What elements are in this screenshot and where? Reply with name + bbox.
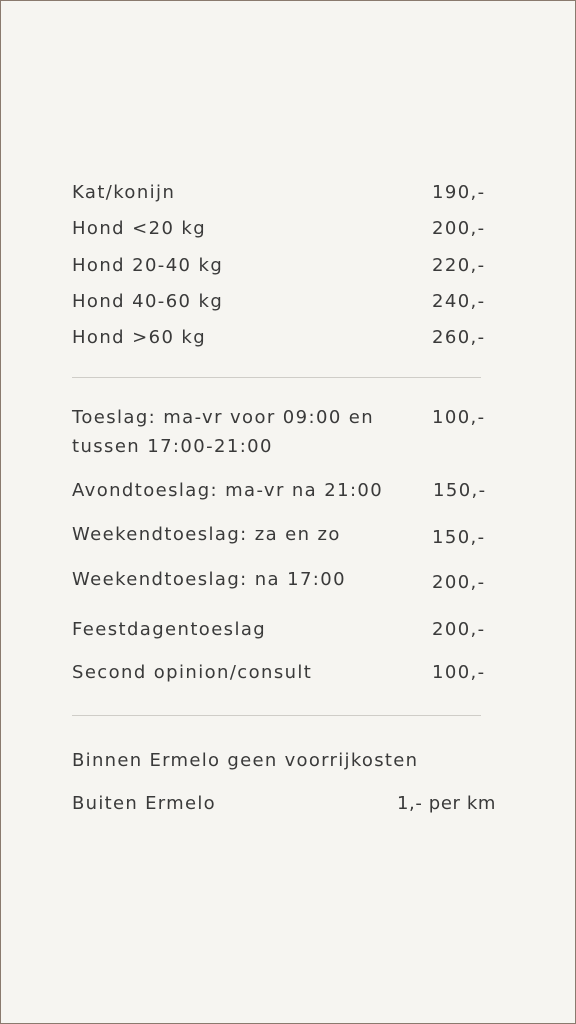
surcharge-row-value: 100,- bbox=[432, 407, 486, 428]
section-divider bbox=[72, 715, 481, 716]
price-row-label: Hond <20 kg bbox=[72, 218, 207, 239]
price-row-label: Hond 20-40 kg bbox=[72, 255, 224, 276]
surcharge-row-value: 200,- bbox=[432, 619, 486, 640]
surcharge-row-value: 150,- bbox=[433, 480, 487, 501]
price-row-label: Hond >60 kg bbox=[72, 327, 207, 348]
travel-outside-ermelo-price: 1,- per km bbox=[397, 793, 496, 814]
surcharge-row-toeslag bbox=[72, 403, 492, 463]
price-row-value: 240,- bbox=[432, 291, 486, 312]
price-row-value: 260,- bbox=[432, 327, 486, 348]
surcharge-row-value: 150,- bbox=[432, 527, 486, 548]
surcharge-row-label: Weekendtoeslag: na 17:00 bbox=[72, 569, 346, 590]
section-divider bbox=[72, 377, 481, 378]
surcharge-row-label: Avondtoeslag: ma-vr na 21:00 bbox=[72, 480, 384, 501]
price-row-value: 220,- bbox=[432, 255, 486, 276]
price-row-label: Kat/konijn bbox=[72, 182, 176, 203]
travel-outside-ermelo-label: Buiten Ermelo bbox=[72, 793, 216, 814]
surcharge-row-label: Weekendtoeslag: za en zo bbox=[72, 524, 341, 545]
price-row-label: Hond 40-60 kg bbox=[72, 291, 224, 312]
surcharge-row-label: Feestdagentoeslag bbox=[72, 619, 267, 640]
surcharge-row-value: 100,- bbox=[432, 662, 486, 683]
surcharge-row-value: 200,- bbox=[432, 572, 486, 593]
surcharge-row-label: Second opinion/consult bbox=[72, 662, 313, 683]
surcharge-row-label: Toeslag: ma-vr voor 09:00 en tussen 17:00-21:00 bbox=[72, 407, 375, 457]
price-row-value: 200,- bbox=[432, 218, 486, 239]
price-row-value: 190,- bbox=[432, 182, 486, 203]
travel-within-ermelo: Binnen Ermelo geen voorrijkosten bbox=[72, 750, 419, 771]
